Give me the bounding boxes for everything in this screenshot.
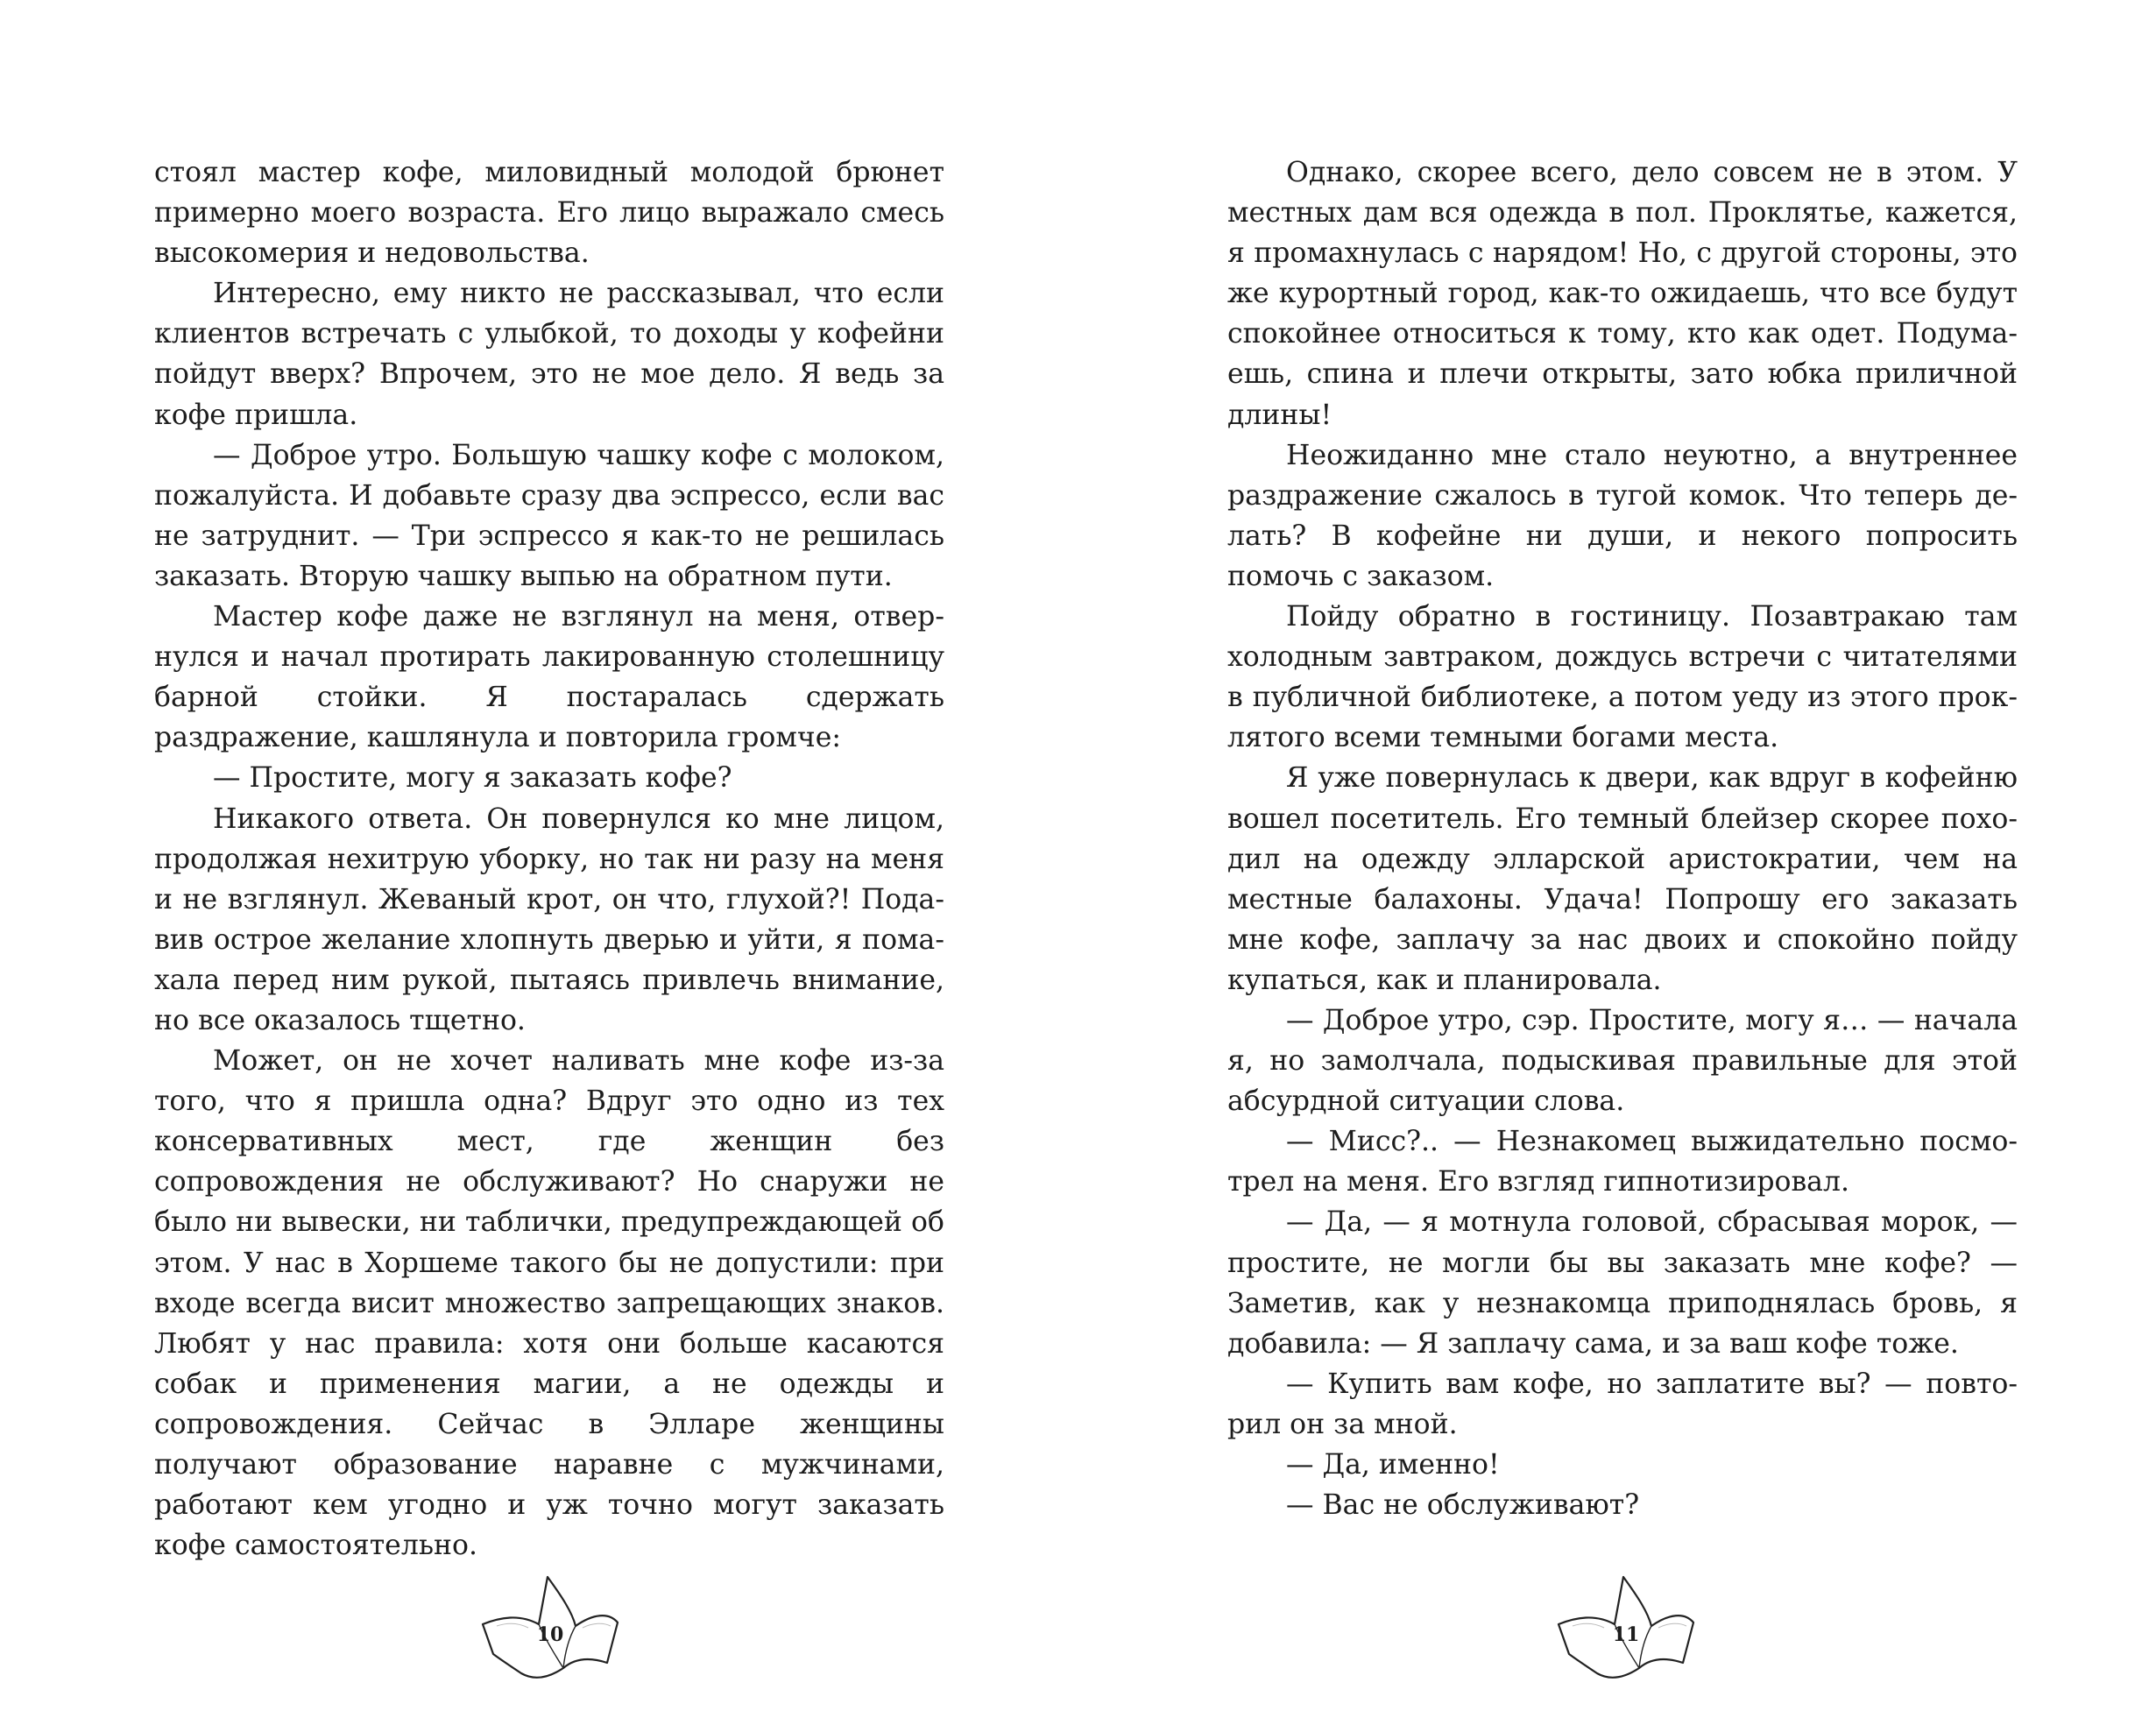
right-page-text xyxy=(1227,152,2018,1525)
paragraph: Однако, скорее всего, дело совсем не в этом. У местных дам вся одежда в пол. Проклятье, кажется, я промахнулась с нарядом! Но, с другой стороны, это же курортный город, как-то ожидаешь, что все будут спокойнее относиться к тому, кто как одет. Подумаешь, спина и плечи открыты, зато юбка приличной длины! xyxy=(1227,157,2018,431)
paragraph: — Мисс?.. — Незнакомец выжидательно посмотрел на меня. Его взгляд гипнотизировал. xyxy=(1227,1126,2018,1198)
paragraph: — Вас не обслуживают? xyxy=(1286,1489,1640,1522)
paragraph: — Купить вам кофе, но заплатите вы? — повторил он за мной. xyxy=(1227,1368,2018,1440)
paragraph: Я уже повернулась к двери, как вдруг в кофейню вошел посетитель. Его темный блейзер скорее походил на одежду элларской аристократии, чем на местные балахоны. Удача! Попрошу его заказать мне кофе, заплачу за нас двоих и спокойно пойду купаться, как и планировала. xyxy=(1227,762,2018,996)
paragraph: — Да, именно! xyxy=(1286,1449,1500,1481)
paragraph: стоял мастер кофе, миловидный молодой брюнет примерно моего возраста. Его лицо выражало смесь высокомерия и недовольства. xyxy=(154,157,944,270)
paragraph: Неожиданно мне стало неуютно, а внутреннее раздражение сжалось в тугой комок. Что теперь делать? В кофейне ни души, и некого попросить помочь с заказом. xyxy=(1227,439,2018,592)
paragraph: — Да, — я мотнула головой, сбрасывая морок, — простите, не могли бы вы заказать мне кофе? — Заметив, как у незнакомца приподнялась бровь, я добавила: — Я заплачу сама, и за ваш кофе тоже. xyxy=(1227,1206,2018,1360)
left-page-text xyxy=(154,152,944,1566)
paragraph: Мастер кофе даже не взглянул на меня, отвернулся и начал протирать лакированную столешницу барной стойки. Я постаралась сдержать раздражение, кашлянула и повторила громче: xyxy=(154,601,944,754)
paragraph: Интересно, ему никто не рассказывал, что если клиентов встречать с улыбкой, то доходы у кофейни пойдут вверх? Впрочем, это не мое дело. Я ведь за кофе пришла. xyxy=(154,278,944,431)
paragraph: Может, он не хочет наливать мне кофе из-за того, что я пришла одна? Вдруг это одно из тех консервативных мест, где женщин без сопровождения не обслуживают? Но снаружи не было ни вывески, ни таблички, предупреждающей об этом. У нас в Хоршеме такого бы не допустили: при входе всегда висит множество запрещающих знаков. Любят у нас правила: хотя они больше касаются собак и применения магии, а не одежды и сопровождения. Сейчас в Элларе женщины получают образование наравне с мужчинами, работают кем угодно и уж точно могут заказать кофе самостоятельно. xyxy=(154,1045,944,1562)
page-number: 11 xyxy=(1612,1623,1640,1646)
page-number-right xyxy=(1553,1573,1699,1680)
paragraph: — Доброе утро. Большую чашку кофе с молоком, пожалуйста. И добавьте сразу два эспрессо, если вас не затруднит. — Три эспрессо я как-то не решилась заказать. Вторую чашку выпью на обратном пути. xyxy=(154,439,944,592)
page-number: 10 xyxy=(536,1623,564,1646)
paragraph: — Простите, могу я заказать кофе? xyxy=(213,762,732,795)
page-number-left xyxy=(477,1573,623,1680)
paragraph: — Доброе утро, сэр. Простите, могу я… — начала я, но замолчала, подыскивая правильные для этой абсурдной ситуации слова. xyxy=(1227,1004,2018,1118)
paragraph: Никакого ответа. Он повернулся ко мне лицом, продолжая нехитрую уборку, но так ни разу на меня и не взглянул. Жеваный крот, он что, глухой?! Подавив острое желание хлопнуть дверью и уйти, я помахала перед ним рукой, пытаясь привлечь внимание, но все оказалось тщетно. xyxy=(154,802,944,1036)
paragraph: Пойду обратно в гостиницу. Позавтракаю там холодным завтраком, дождусь встречи с читателями в публичной библиотеке, а потом уеду из этого проклятого всеми темными богами места. xyxy=(1227,601,2018,754)
